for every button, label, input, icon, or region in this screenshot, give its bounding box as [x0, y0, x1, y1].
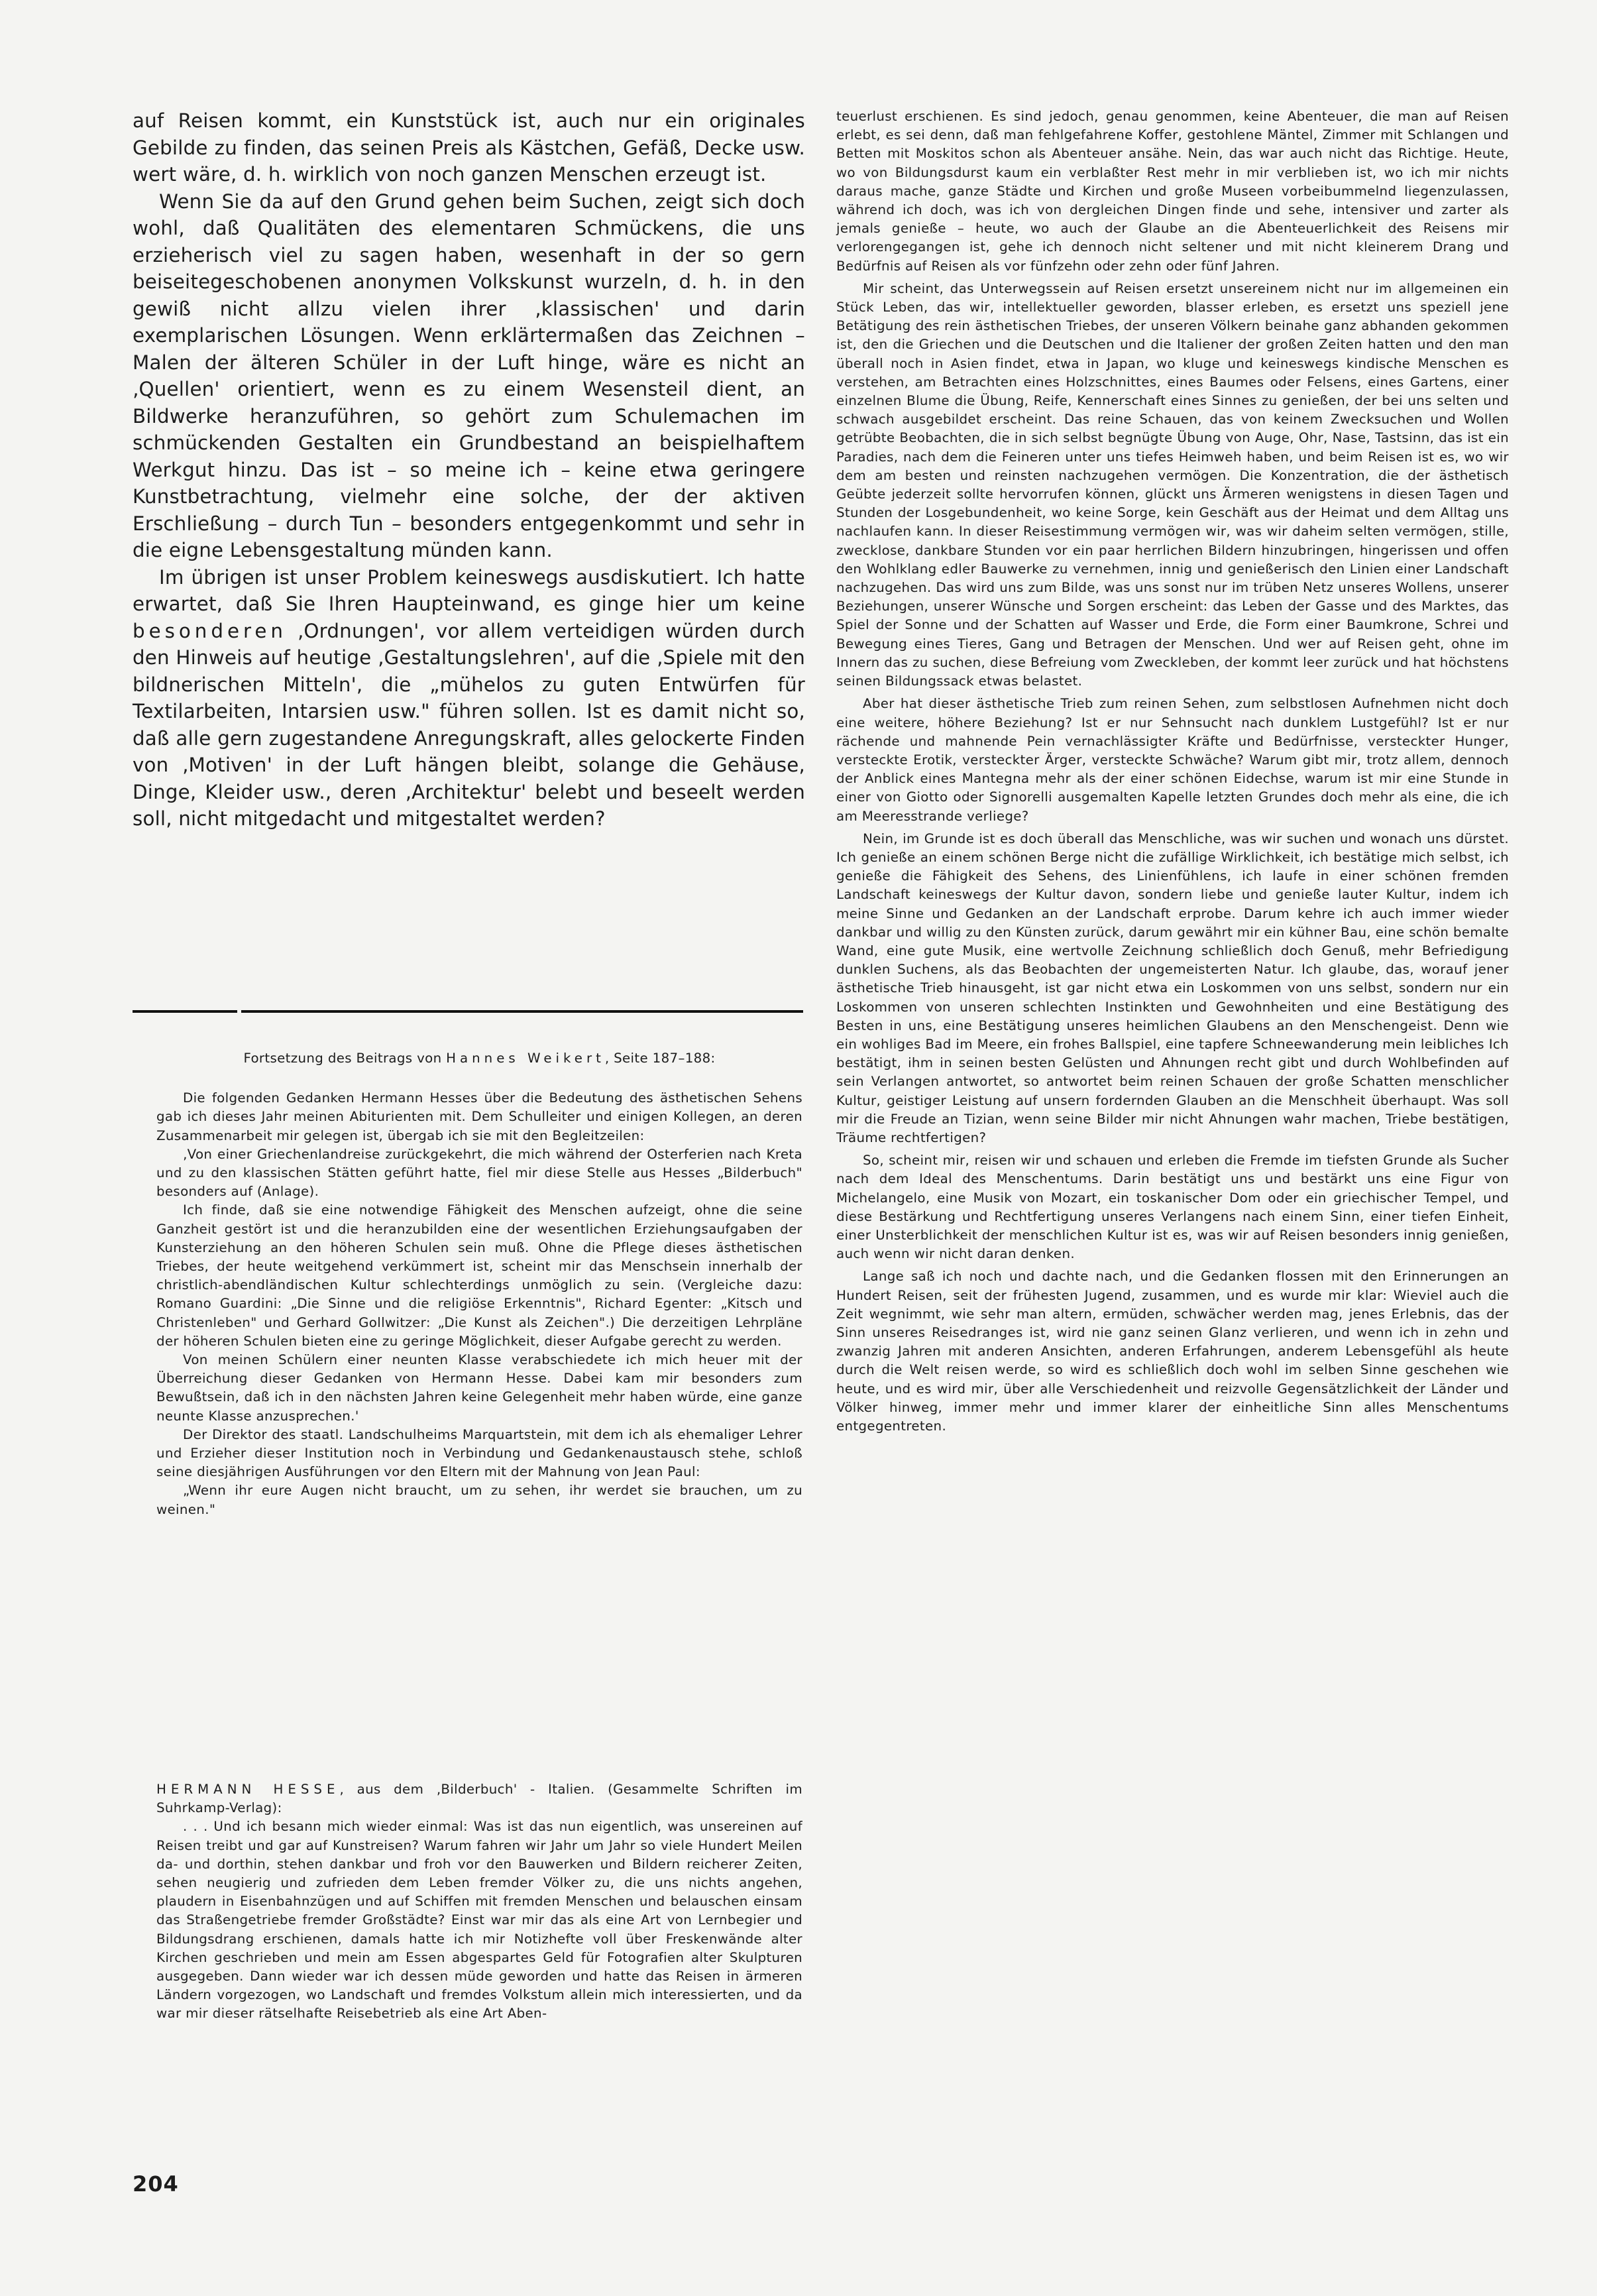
note-paragraph: Die folgenden Gedanken Hermann Hesses über die Bedeutung des ästhetischen Sehens gab ich dieses Jahr meinen Abiturienten mit. Dem Schulleiter und einigen Kollegen, an deren Zusammenarbeit mir gelegen ist, übergab ich sie mit den Begleitzeilen:	[156, 1090, 802, 1143]
hesse-source: , aus dem ‚Bilderbuch' - Italien. (Gesammelte Schriften im Suhrkamp-Verlag):	[156, 1782, 802, 1816]
note-paragraph: Der Direktor des staatl. Landschulheims Marquartstein, mit dem ich als ehemaliger Lehrer und Erzieher dieser Institution noch in Verbindung und Gedankenaustausch stehe, schloß seine diesjährigen Ausführungen vor den Eltern mit der Mahnung von Jean Paul:	[156, 1426, 802, 1480]
hesse-continued-paragraph: So, scheint mir, reisen wir und schauen und erleben die Fremde im tiefsten Grunde als Sucher nach dem Ideal des Menschentums. Darin bestätigt uns und bestärkt uns eine Figur von Michelangelo, eine Musik von Mozart, ein toskanischer Dom oder ein griechischer Tempel, und diese Bestärkung und Rechtfertigung unseres Verlangens nach einem Sinn, einer tiefen Einheit, einer Unsterblichkeit der menschlichen Kultur ist es, was wir auf Reisen besonders innig genießen, auch wenn wir nicht daran denken.	[836, 1153, 1509, 1262]
hesse-continued-paragraph: Mir scheint, das Unterwegssein auf Reisen ersetzt unsereinem nicht nur im allgemeinen ein Stück Leben, das wir, intellektueller geworden, blasser erleben, es ersetzt uns speziell jene Betätigung des rein ästhetischen Triebes, der unseren Völkern beinahe ganz abhanden gekommen ist, den die Griechen und die Deutschen und die Italiener der großen Zeiten hatten und den man überall noch in Asien findet, etwa in Japan, wo kluge und keineswegs kindische Menschen es verstehen, am Betrachten eines Holzschnittes, eines Baumes oder Felsens, eines Gartens, einer einzelnen Blume die Übung, Reife, Kennerschaft eines Sinnes zu genießen, der bei uns selten und schwach ausgebildet erscheint. Das reine Schauen, das von keinem Zwecksuchen und Wollen getrübte Beobachten, die in sich selbst begnügte Übung von Auge, Ohr, Nase, Tastsinn, das ist ein Paradies, nach dem die Feineren unter uns tiefes Heimweh haben, und beim Reisen ist es, wo wir dem am besten und reinsten nachzugehen vermögen. Die Konzentration, die der ästhetisch Geübte jederzeit sollte hervorrufen können, glückt uns Ärmeren wenigstens in diesen Tagen und Stunden der Losgebundenheit, wo keine Sorge, kein Geschäft aus der Heimat und dem Alltag uns nachlaufen kann. In dieser Reisestimmung vermögen wir, was wir daheim selten vermögen, stille, zwecklose, dankbare Stunden vor ein paar herrlichen Bildern hinzubringen, hingerissen und offen den Wohlklang edler Bauwerke zu vernehmen, innig und genießerisch den Linien einer Landschaft nachzugehen. Das wird uns zum Bilde, was uns sonst nur im trüben Netz unseres Wollens, unserer Beziehungen, unserer Wünsche und Sorgen erscheint: das Leben der Gasse und des Marktes, das Spiel der Sonne und der Schatten auf Wasser und Erde, die Form einer Baumkrone, Schrei und Bewegung eines Tieres, Gang und Betragen der Menschen. Und wer auf Reisen geht, ohne im Innern das zu suchen, diese Befreiung vom Zweckleben, der kommt leer zurück und hat höchstens seinen Bildungssack etwas belastet.	[836, 280, 1509, 689]
note-heading	[156, 1049, 802, 1068]
note-quote: „Wenn ihr eure Augen nicht braucht, um zu sehen, ihr werdet sie brauchen, um zu weinen."	[156, 1483, 802, 1517]
page-number: 204	[133, 2171, 179, 2197]
problem-text-before: Im übrigen ist unser Problem keineswegs ausdiskutiert. Ich hatte erwartet, daß Sie Ihren Haupteinwand, es ginge hier um keine	[133, 565, 805, 615]
right-column-essay	[836, 107, 1509, 1436]
hesse-continued-paragraph: Aber hat dieser ästhetische Trieb zum reinen Sehen, zum selbstlosen Aufnehmen nicht doch eine weitere, höhere Beziehung? Ist er nur Sehnsucht nach dunklem Lustgefühl? Ist er nur rächende und mahnende Pein vernachlässigter Kräfte und Bedürfnisse, versteckter Hunger, versteckte Erotik, versteckter Ärger, versteckte Schwäche? Warum gibt mir, trotz allem, dennoch der Anblick eines Mantegna mehr als der einer schönen Eidechse, warum ist mir eine Stunde in einer von Giotto oder Signorelli ausgemalten Kapelle letzten Grundes doch mehr als eine, die ich am Meeresstrande verliege?	[836, 696, 1509, 824]
hesse-source-line	[156, 1780, 802, 1817]
note-paragraph: Ich finde, daß sie eine notwendige Fähigkeit des Menschen aufzeigt, ohne die seine Ganzheit gestört ist und die heranzubilden eine der wesentlichen Erziehungsaufgaben der Kunsterziehung an den höheren Schulen sein muß. Ohne die Pflege dieses ästhetischen Triebes, der heute weitgehend verkümmert ist, scheint mir das Menschsein innerhalb der christlich-abendländischen Kultur schlechterdings unmöglich zu sein. (Vergleiche dazu: Romano Guardini: „Die Sinne und die religiöse Erkenntnis", Richard Egenter: „Kitsch und Christenleben" und Gerhard Gollwitzer: „Die Kunst als Zeichen".) Die derzeitigen Lehrpläne der höheren Schulen bieten eine zu geringe Möglichkeit, dieser Aufgabe gerecht zu werden.	[156, 1202, 802, 1349]
essay-paragraph: auf Reisen kommt, ein Kunststück ist, auch nur ein originales Gebilde zu finden, das seinen Preis als Kästchen, Gefäß, Decke usw. wert wäre, d. h. wirklich von noch ganzen Menschen erzeugt ist.	[133, 109, 805, 186]
note-paragraph: Von meinen Schülern einer neunten Klasse verabschiedete ich mich heuer mit der Überreichung dieser Gedanken von Hermann Hesse. Dabei kam mir besonders zum Bewußtsein, daß ich in den nächsten Jahren keine Gelegenheit mehr haben würde, eine ganze neunte Klasse anzusprechen.'	[156, 1352, 802, 1424]
essay-paragraph-problem	[133, 564, 805, 832]
note-heading-prefix: Fortsetzung des Beitrags von	[243, 1051, 447, 1066]
essay-paragraph: Wenn Sie da auf den Grund gehen beim Suchen, zeigt sich doch wohl, daß Qualitäten des elementaren Schmückens, die uns erzieherisch viel zu sagen haben, wesenhaft in der so gern beiseitegeschobenen anonymen Volkskunst wurzeln, d. h. in den gewiß nicht allzu vielen ihrer ‚klassischen' und darin exemplarischen Lösungen. Wenn erklärtermaßen das Zeichnen – Malen der älteren Schüler in der Luft hinge, wäre es nicht an ‚Quellen' orientiert, wenn es zu einem Wesensteil dient, an Bildwerke heranzuführen, so gehört zum Schulemachen im schmückenden Gestalten ein Grundbestand an beispielhaftem Werkgut hinzu. Das ist – so meine ich – keine etwa geringere Kunstbetrachtung, vielmehr eine solche, der der aktiven Erschließung – durch Tun – besonders entgegenkommt und sehr in die eigne Lebensgestaltung münden kann.	[133, 190, 805, 561]
hesse-continued-paragraph: teuerlust erschienen. Es sind jedoch, genau genommen, keine Abenteuer, die man auf Reisen erlebt, es sei denn, daß man fehlgefahrene Koffer, gestohlene Mäntel, Zimmer mit Schlangen und Betten mit Moskitos schon als Abenteuer ansähe. Nein, das war auch nicht das Richtige. Heute, wo von Bildungsdurst kaum ein verblaßter Rest mehr in mir verblieben ist, wo ich mir nichts daraus mache, ganze Städte und Kirchen und große Museen vorbeibummelnd liegenzulassen, während ich doch, was ich von dergleichen Dingen finde und sehe, intensiver und zarter als jemals genieße – heute, wo auch der Glaube an die Abenteuerlichkeit des Reisens mir verlorengegangen ist, gehe ich dennoch nicht seltener und mit nicht kleinerem Drang und Bedürfnis auf Reisen als vor fünfzehn oder zehn oder fünf Jahren.	[836, 109, 1509, 274]
continuation-note	[156, 1049, 802, 1519]
left-column-essay	[133, 107, 805, 832]
note-heading-suffix: , Seite 187–188:	[604, 1051, 716, 1066]
note-heading-author: Hannes Weikert	[446, 1051, 605, 1066]
problem-text-after: ‚Ordnungen', vor allem verteidigen würden durch den Hinweis auf heutige ‚Gestaltungslehren', auf die ‚Spiele mit den bildnerischen Mitteln', die „mühelos zu guten Entwürfen für Textilarbeiten, Intarsien usw." führen sollen. Ist es damit nicht so, daß alle gern zugestandene Anregungskraft, alles gelockerte Finden von ‚Motiven' in der Luft hängen bleibt, solange die Gehäuse, Dinge, Kleider usw., deren ‚Architektur' belebt und beseelt werden soll, nicht mitgedacht und mitgestaltet werden?	[133, 619, 805, 830]
section-divider	[133, 1010, 803, 1013]
hesse-continued-paragraph: Lange saß ich noch und dachte nach, und die Gedanken flossen mit den Erinnerungen an Hundert Reisen, seit der frühesten Jugend, zusammen, und es wurde mir klar: Wieviel auch die Zeit wegnimmt, wie sehr man altern, ermüden, schwächer werden mag, jenes Erlebnis, das der Sinn unseres Reisedranges ist, wird nie ganz seinen Glanz verlieren, und wenn ich in zehn und zwanzig Jahren mit anderen Ansichten, anderen Erfahrungen, anderem Lebensgefühl als heute durch die Welt reisen werde, so wird es schließlich doch wohl im selben Sinne geschehen wie heute, und es wird mir, über alle Verschiedenheit und reizvolle Gegensätzlichkeit der Länder und Völker hinweg, immer mehr und immer klarer der einheitliche Sinn alles Menschentums entgegentreten.	[836, 1269, 1509, 1434]
hesse-text: . . . Und ich besann mich wieder einmal: Was ist das nun eigentlich, was unsereinen auf Reisen treibt und gar auf Kunstreisen? Warum fahren wir Jahr um Jahr so viele Hundert Meilen da- und dorthin, stehen dankbar und froh vor den Bauwerken und Bildern reicherer Zeiten, sehen neugierig und zufrieden dem Leben fremder Völker zu, die uns nichts angehen, plaudern in Eisenbahnzügen und auf Schiffen mit fremden Menschen und belauschen einsam das Straßengetriebe fremder Großstädte? Einst war mir das als eine Art von Lernbegier und Bildungsdrang erschienen, damals hatte ich mir Notizhefte voll über Freskenwände alter Kirchen geschrieben und mein am Essen abgespartes Geld für Fotografien alter Skulpturen ausgegeben. Dann wieder war ich dessen müde geworden und hatte das Reisen in ärmeren Ländern vorgezogen, wo Landschaft und fremdes Volkstum allein mich interessierten, und da war mir dieser rätselhafte Reisebetrieb als eine Art Aben-	[156, 1819, 802, 2022]
note-paragraph: ‚Von einer Griechenlandreise zurückgekehrt, die mich während der Osterferien nach Kreta und zu den klassischen Stätten geführt hatte, fiel mir diese Stelle aus Hesses „Bilderbuch" besonders auf (Anlage).	[156, 1146, 802, 1200]
hesse-author: HERMANN HESSE	[156, 1782, 340, 1797]
hesse-excerpt	[156, 1780, 802, 2024]
problem-text-emphasis: besonderen	[133, 619, 287, 642]
hesse-continued-paragraph: Nein, im Grunde ist es doch überall das Menschliche, was wir suchen und wonach uns dürstet. Ich genieße an einem schönen Berge nicht die zufällige Wirklichkeit, ich bestätige mich selbst, ich genieße die Fähigkeit des Sehens, des Linienfühlens, ich laufe in einer schönen fremden Landschaft keineswegs der Kultur davon, sondern liebe und genieße lauter Kultur, indem ich meine Sinne und Gedanken an der Landschaft erprobe. Darum kehre ich auch immer wieder dankbar und willig zu den Künsten zurück, darum gewährt mir ein kühner Bau, eine schön bemalte Wand, eine gute Musik, eine wertvolle Zeichnung schließlich doch Genuß, mehr Befriedigung dunklen Suchens, als das Beobachten der ungemeisterten Natur. Ich glaube, das, worauf jener ästhetische Trieb hinausgeht, ist gar nicht etwa ein Loskommen von uns selbst, sondern nur ein Loskommen von unseren schlechten Instinkten und Gewohnheiten und eine Bestätigung des Besten in uns, eine Bestätigung unseres heimlichen Glaubens an den Menschengeist. Denn wie ein wohliges Bad im Meere, ein frohes Ballspiel, eine tapfere Schneewanderung mein leibliches Ich bestätigt, ihm in seinen besten Gelüsten und Ahnungen recht gibt und durch Wohlbefinden auf sein Verlangen antwortet, so antwortet beim reinen Schauen der große Schatten menschlicher Kultur, geistiger Leistung auf unsern fordernden Glauben an die Menschheit überhaupt. Was soll mir die Freude an Tizian, wenn seine Bilder mir nicht Ahnungen wahr machen, Triebe bestätigen, Träume rechtfertigen?	[836, 831, 1509, 1145]
